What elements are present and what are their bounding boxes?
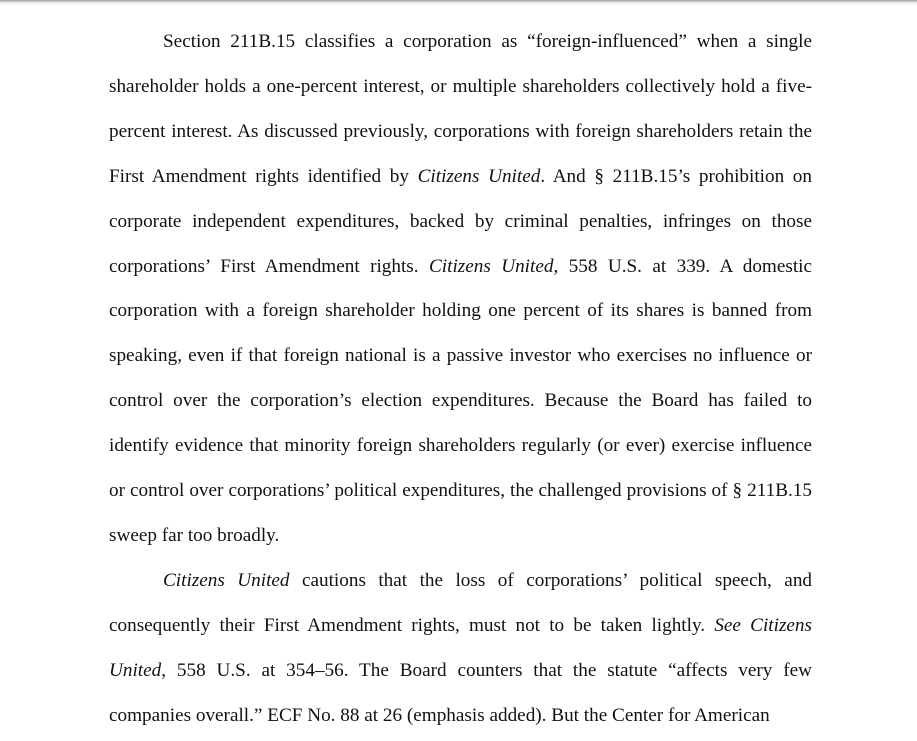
- case-citation-italic: Citizens United: [428, 255, 554, 277]
- paragraph-2: [109, 559, 812, 739]
- text-run: Section 211B.15 classifies a corporation as “foreign-influenced” when a single shareholder holds a one-percent interest, or multiple shareholders collectively hold a five-percent interest. As discussed previously, corporations with foreign shareholders retain the First Amendment rights identified by: [109, 31, 812, 187]
- case-citation-italic: Citizens United: [163, 569, 290, 591]
- document-page: [109, 20, 812, 739]
- paragraph-1: [109, 20, 812, 559]
- text-run: cautions that the loss of corporations’ political speech, and consequently their First Amendment rights, must not to be taken lightly.: [109, 569, 813, 636]
- text-run: , 558 U.S. at 354–56. The Board counters that the statute “affects very few companies overall.” ECF No. 88 at 26 (emphasis added). But the Center for American: [109, 659, 812, 726]
- case-citation-italic: See Citizens United: [109, 614, 812, 681]
- viewer-top-shadow: [0, 0, 917, 5]
- case-citation-italic: Citizens United: [417, 165, 541, 187]
- text-run: . And § 211B.15’s prohibition on corporate independent expenditures, backed by criminal penalties, infringes on those corporations’ First Amendment rights.: [109, 165, 812, 277]
- text-run: , 558 U.S. at 339. A domestic corporation with a foreign shareholder holding one percent of its shares is banned from speaking, even if that foreign national is a passive investor who exercises no influence or control over the corporation’s election expenditures. Because the Board has failed to identify evidence that minority foreign shareholders regularly (or ever) exercise influence or control over corporations’ political expenditures, the challenged provisions of § 211B.15 sweep far too broadly.: [109, 255, 813, 546]
